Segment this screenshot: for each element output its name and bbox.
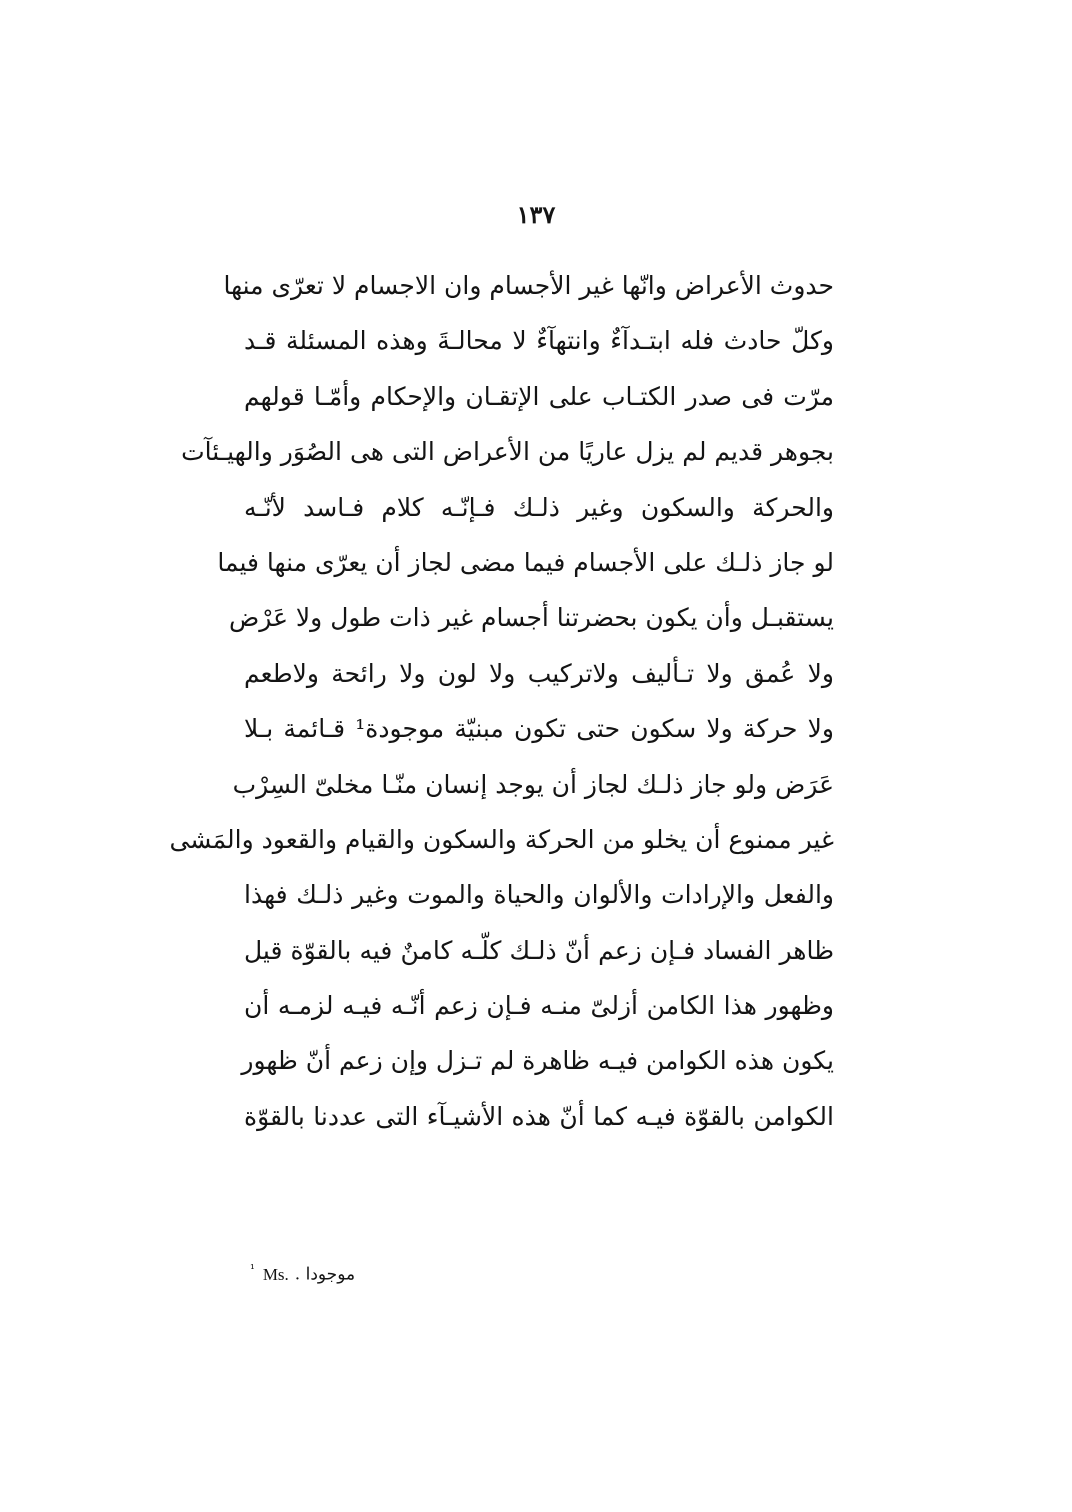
text-line: عَرَض ولو جاز ذلـك لجاز أن يوجد إنسان منّـا مخلىّ السِرْب (232, 769, 834, 799)
text-line: ولا حركة ولا سكون حتى تكون مبنيّة موجودة¹ قـائمة بـلا (244, 714, 834, 744)
text-line: والفعل والإرادات والألوان والحياة والموت وغير ذلـك فهذا (244, 880, 834, 910)
footnote-variant-reading: موجودا . (294, 1264, 356, 1285)
text-line: حدوث الأعراض وانّها غير الأجسام وان الاجسام لا تعرّى منها (223, 271, 834, 300)
text-line: وظهور هذا الكامن أزلىّ منـه فـإن زعم أنّـه فيـه لزمـه أن (244, 991, 834, 1021)
text-line: غير ممنوع أن يخلو من الحركة والسكون والقيام والقعود والمَشى (169, 824, 834, 854)
text-line: يكون هذه الكوامن فيـه ظاهرة لم تـزل وإن زعم أنّ ظهور (241, 1046, 834, 1076)
footnote (250, 1262, 450, 1285)
text-line: ظاهر الفساد فـإن زعم أنّ ذلـك كلّـه كامنٌ فيه بالقوّة قيل (244, 935, 834, 965)
text-line: لو جاز ذلـك على الأجسام فيما مضى لجاز أن يعرّى منها فيما (217, 547, 834, 577)
text-line: وكلّ حادث فله ابتـدآءٌ وانتهآءٌ لا محالـةَ وهذه المسئلة قـد (244, 326, 834, 356)
text-line: مرّت فى صدر الكتـاب على الإتقـان والإحكام وأمّـا قولهم (244, 381, 834, 411)
text-line: بجوهر قديم لم يزل عاريًا من الأعراض التى هى الصُوَر والهيـئآت (181, 437, 834, 467)
main-text (169, 258, 834, 1144)
text-line: والحركة والسكون وغير ذلـك فـإنّـه كلام فـاسد لأنّـه (244, 492, 834, 522)
text-line: يستقبـل وأن يكون بحضرتنا أجسام غير ذات طول ولا عَرْض (229, 603, 834, 633)
footnote-manuscript-label: Ms. (262, 1264, 289, 1284)
text-line: الكوامن بالقوّة فيـه كما أنّ هذه الأشيـآء التى عددنا بالقوّة (244, 1101, 834, 1131)
text-line: ولا عُمق ولا تـأليف ولاتركيب ولا لون ولا رائحة ولاطعم (244, 658, 834, 688)
footnote-marker: ¹ (250, 1262, 255, 1276)
page-number: ١٣٧ (516, 200, 556, 229)
